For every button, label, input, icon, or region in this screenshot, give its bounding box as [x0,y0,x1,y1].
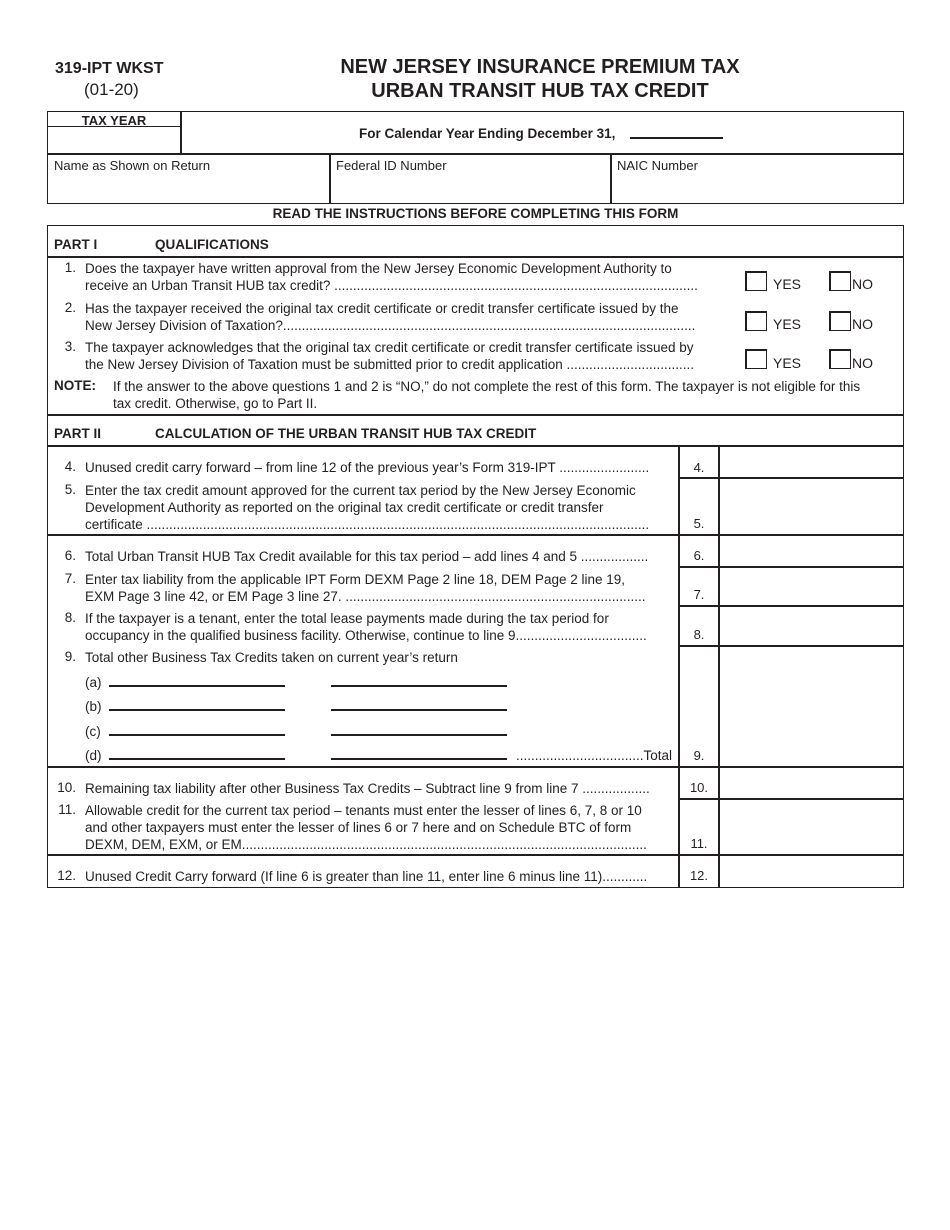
yes-checkbox[interactable] [745,311,767,331]
line-12-amount[interactable] [721,857,902,886]
sub-item-label: (a) [85,675,102,690]
yes-label: YES [773,355,802,371]
question-text: New Jersey Division of Taxation?.............................................................................................................. [85,318,696,333]
sub-item-label: (b) [85,699,102,714]
credit-amount-field[interactable] [331,734,507,736]
line-box-number: 12. [689,868,709,883]
credit-name-field[interactable] [109,734,285,736]
yes-label: YES [773,316,802,332]
question-number: 3. [64,339,76,354]
name-label: Name as Shown on Return [54,158,211,173]
line-number: 7. [64,571,76,586]
line-5-amount[interactable] [721,480,902,532]
line-10-amount[interactable] [721,769,902,797]
line-text: occupancy in the qualified business facility. Otherwise, continue to line 9................................... [85,628,647,643]
no-label: NO [852,276,873,292]
credit-amount-field[interactable] [331,685,507,687]
credit-name-field[interactable] [109,709,285,711]
part1-label: PART I [54,237,98,252]
line-number: 10. [57,780,76,795]
credit-amount-field[interactable] [331,758,507,760]
line-4-amount[interactable] [721,448,902,476]
line-text: If the taxpayer is a tenant, enter the total lease payments made during the tax period for [85,611,609,626]
line-box-number: 4. [693,460,705,475]
federal-id-label: Federal ID Number [336,158,447,173]
name-field[interactable] [49,176,327,202]
line-text: DEXM, DEM, EXM, or EM............................................................................................................ [85,837,647,852]
line-box-number: 9. [693,748,705,763]
instructions-banner: READ THE INSTRUCTIONS BEFORE COMPLETING THIS FORM [272,206,679,221]
line-number: 4. [64,459,76,474]
question-text: receive an Urban Transit HUB tax credit? ................................................................................................. [85,278,698,293]
yes-checkbox[interactable] [745,349,767,369]
line-number: 12. [57,868,76,883]
note-text: If the answer to the above questions 1 and 2 is “NO,” do not complete the rest of this form. The taxpayer is not eligible for this [113,379,861,394]
line-number: 5. [64,482,76,497]
note-text: tax credit. Otherwise, go to Part II. [113,396,318,411]
line-box-number: 6. [693,548,705,563]
line-number: 6. [64,548,76,563]
line-text: Remaining tax liability after other Business Tax Credits – Subtract line 9 from line 7 .................. [85,781,650,796]
no-checkbox[interactable] [829,271,851,291]
question-number: 1. [64,260,76,275]
line-number: 11. [58,802,76,817]
credit-name-field[interactable] [109,685,285,687]
note-label: NOTE: [54,378,96,393]
calendar-year-label: For Calendar Year Ending December 31, [359,126,616,141]
line-box-number: 8. [693,627,705,642]
no-checkbox[interactable] [829,311,851,331]
yes-checkbox[interactable] [745,271,767,291]
yes-label: YES [773,276,802,292]
line-text: Unused Credit Carry forward (If line 6 is greater than line 11, enter line 6 minus line 11)............ [85,869,648,884]
question-text: Does the taxpayer have written approval from the New Jersey Economic Development Authority to [85,261,672,276]
line-text: Enter the tax credit amount approved for the current tax period by the New Jersey Economic [85,483,636,498]
question-text: Has the taxpayer received the original tax credit certificate or credit transfer certificate issued by the [85,301,679,316]
part1-heading: QUALIFICATIONS [155,237,269,252]
line-text: and other taxpayers must enter the lesser of lines 6 or 7 here and on Schedule BTC of form [85,820,632,835]
line-text: certificate ...................................................................................................................................... [85,517,650,532]
line-text: Allowable credit for the current tax period – tenants must enter the lesser of lines 6, 7, 8 or 10 [85,803,642,818]
question-number: 2. [64,300,76,315]
form-title-line1: NEW JERSEY INSURANCE PREMIUM TAX [340,56,740,78]
no-checkbox[interactable] [829,349,851,369]
form-id: 319-IPT WKST [55,60,164,77]
question-text: The taxpayer acknowledges that the original tax credit certificate or credit transfer certificate issued by [85,340,694,355]
no-label: NO [852,355,873,371]
tax-year-field[interactable] [49,128,179,152]
part2-heading: CALCULATION OF THE URBAN TRANSIT HUB TAX CREDIT [155,426,537,441]
naic-field[interactable] [612,176,902,202]
total-label: ..................................Total [515,748,672,763]
sub-item-label: (c) [85,724,101,739]
no-label: NO [852,316,873,332]
naic-label: NAIC Number [617,158,698,173]
line-box-number: 5. [693,516,705,531]
form-revision: (01-20) [84,80,139,99]
line-text: EXM Page 3 line 42, or EM Page 3 line 27. ................................................................................ [85,589,646,604]
line-8-amount[interactable] [721,608,902,644]
line-9-amount[interactable] [721,648,902,764]
line-box-number: 7. [693,587,705,602]
credit-amount-field[interactable] [331,709,507,711]
form-title-line2: URBAN TRANSIT HUB TAX CREDIT [371,80,709,102]
line-11-amount[interactable] [721,801,902,853]
part2-label: PART II [54,426,101,441]
line-text: Total other Business Tax Credits taken on current year’s return [85,650,458,665]
line-text: Total Urban Transit HUB Tax Credit available for this tax period – add lines 4 and 5 .................. [85,549,649,564]
credit-name-field[interactable] [109,758,285,760]
line-text: Enter tax liability from the applicable IPT Form DEXM Page 2 line 18, DEM Page 2 line 19, [85,572,626,587]
sub-item-label: (d) [85,748,102,763]
line-7-amount[interactable] [721,569,902,603]
tax-year-label: TAX YEAR [81,113,147,128]
question-text: the New Jersey Division of Taxation must be submitted prior to credit application .................................. [85,357,695,372]
line-number: 9. [64,649,76,664]
federal-id-field[interactable] [331,176,608,202]
line-box-number: 11. [690,836,708,851]
line-text: Development Authority as reported on the original tax credit certificate or credit transfer [85,500,604,515]
line-6-amount[interactable] [721,537,902,565]
line-box-number: 10. [689,780,709,795]
line-number: 8. [64,610,76,625]
line-text: Unused credit carry forward – from line 12 of the previous year’s Form 319-IPT ........................ [85,460,650,475]
calendar-year-field[interactable] [630,137,723,139]
